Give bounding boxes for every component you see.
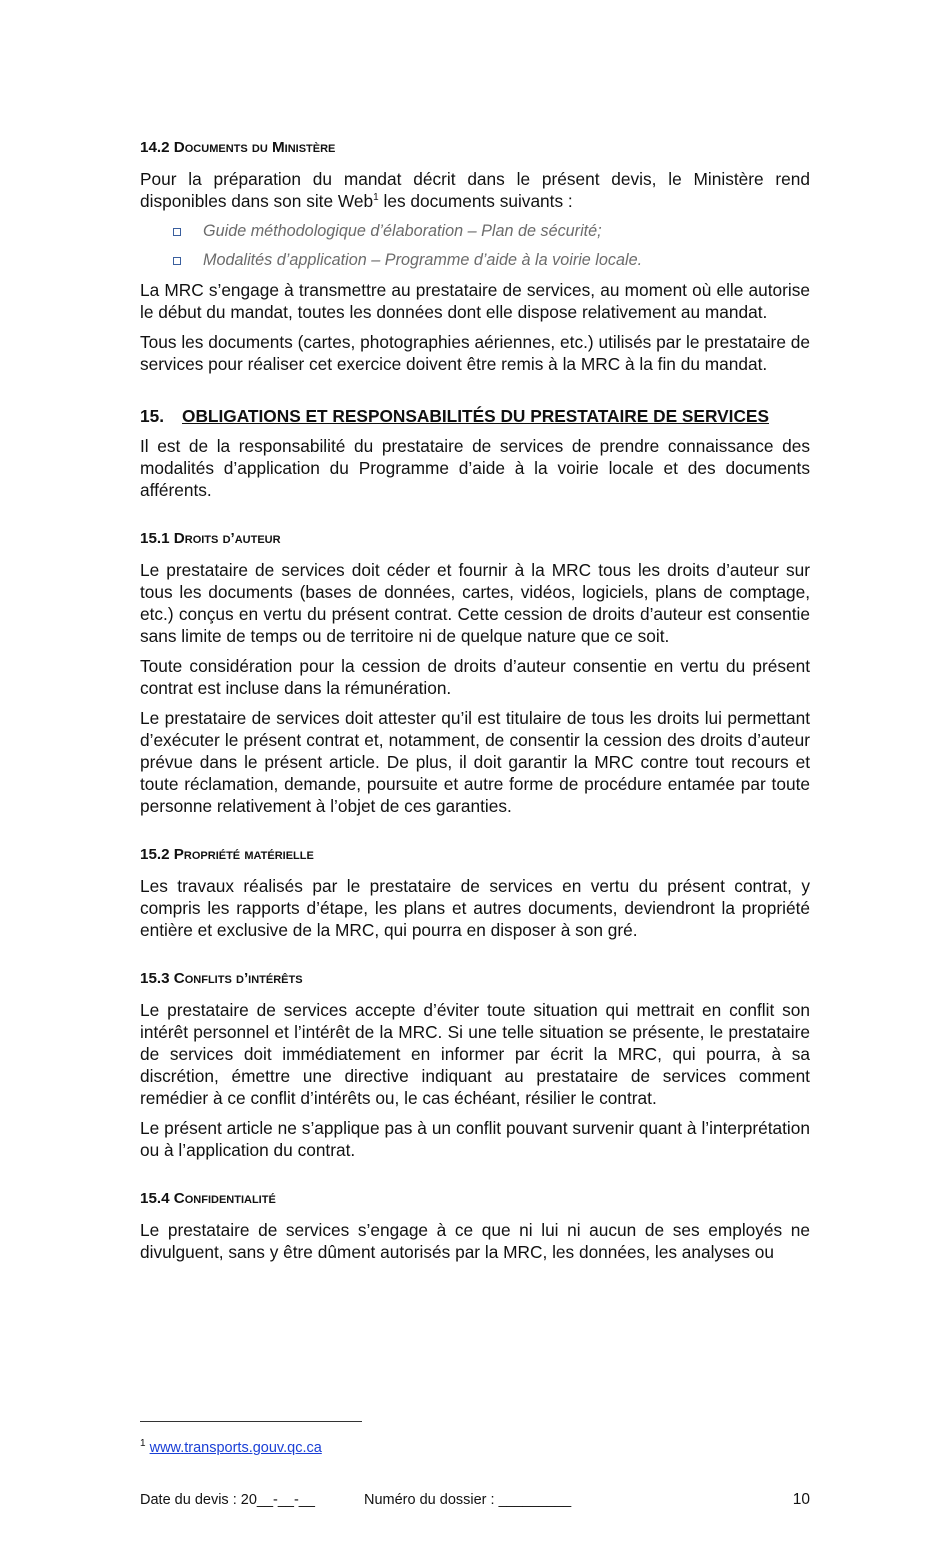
intro-text-b: les documents suivants : bbox=[378, 191, 573, 211]
footnote-link[interactable]: www.transports.gouv.qc.ca bbox=[149, 1440, 322, 1456]
section-15-3-paragraph: Le présent article ne s’applique pas à un conflit pouvant survenir quant à l’interprétation ou à l’application du contrat. bbox=[140, 1118, 810, 1160]
section-15-1-paragraph: Toute considération pour la cession de droits d’auteur consentie en vertu du présent contrat est incluse dans la rémunération. bbox=[140, 656, 810, 698]
section-14-2-paragraph: La MRC s’engage à transmettre au prestataire de services, au moment où elle autorise le début du mandat, toutes les données dont elle dispose relativement au mandat. bbox=[140, 280, 810, 322]
section-15-2-paragraph: Les travaux réalisés par le prestataire de services en vertu du présent contrat, y compris les rapports d’étape, les plans et autres documents, deviendront la propriété entière et exclusive de la MRC, qui pourra en disposer à son gré. bbox=[140, 876, 810, 940]
section-15-2-heading: 15.2 Propriété matérielle bbox=[140, 846, 314, 863]
section-15-4-paragraph: Le prestataire de services s’engage à ce que ni lui ni aucun de ses employés ne divulguent, sans y être dûment autorisés par la MRC, les données, les analyses ou bbox=[140, 1220, 810, 1262]
section-15-heading bbox=[140, 405, 810, 427]
list-item bbox=[173, 220, 810, 242]
page-footer bbox=[140, 1489, 810, 1511]
footer-date: Date du devis : 20__-__-__ bbox=[140, 1492, 315, 1508]
page-body bbox=[140, 137, 810, 1271]
section-15-1-paragraph: Le prestataire de services doit céder et fournir à la MRC tous les droits d’auteur sur tous les documents (bases de données, cartes, vidéos, logiciels, plans de comptage, etc.) conçus en vertu du présent contrat. Cette cession de droits d’auteur est consentie sans limite de temps ou de territoire ni de quelque nature que ce soit. bbox=[140, 560, 810, 646]
page-number: 10 bbox=[792, 1491, 810, 1508]
list-item bbox=[173, 249, 810, 271]
list-item-text: Modalités d’application – Programme d’aide à la voirie locale. bbox=[203, 251, 643, 269]
document-list bbox=[140, 220, 810, 271]
section-14-2-heading: 14.2 Documents du Ministère bbox=[140, 139, 336, 156]
section-15-4-heading: 15.4 Confidentialité bbox=[140, 1190, 276, 1207]
section-15-3-paragraph: Le prestataire de services accepte d’éviter toute situation qui mettrait en conflit son intérêt personnel et l’intérêt de la MRC. Si une telle situation se présente, le prestataire de services doit immédiatement en informer par écrit la MRC, qui pourra, à sa discrétion, émettre une directive indiquant au prestataire de services comment remédier à ce conflit d’intérêts ou, le cas échéant, résilier le contrat. bbox=[140, 1000, 810, 1108]
section-14-2-intro bbox=[140, 168, 810, 212]
section-15-3-heading: 15.3 Conflits d’intérêts bbox=[140, 970, 303, 987]
square-bullet-icon bbox=[173, 228, 181, 236]
square-bullet-icon bbox=[173, 257, 181, 265]
footnote-separator bbox=[140, 1421, 362, 1422]
footnote bbox=[140, 1438, 322, 1458]
footnote-number: 1 bbox=[140, 1438, 146, 1450]
footer-dossier-number: Numéro du dossier : _________ bbox=[364, 1492, 572, 1508]
section-15-1-heading: 15.1 Droits d’auteur bbox=[140, 530, 281, 547]
list-item-text: Guide méthodologique d’élaboration – Plan de sécurité; bbox=[203, 222, 602, 240]
section-15-1-paragraph: Le prestataire de services doit attester qu’il est titulaire de tous les droits lui permettant d’exécuter le présent contrat et, notamment, de consentir la cession des droits d’auteur prévue dans le présent article. De plus, il doit garantir la MRC contre tout recours et toute réclamation, demande, poursuite et autre forme de procédure entamée par toute personne relativement à l’objet de ces garanties. bbox=[140, 708, 810, 816]
section-15-number: 15. bbox=[140, 406, 165, 426]
section-15-paragraph: Il est de la responsabilité du prestataire de services de prendre connaissance des modalités d’application du Programme d’aide à la voirie locale et des documents afférents. bbox=[140, 436, 810, 500]
section-14-2-paragraph: Tous les documents (cartes, photographies aériennes, etc.) utilisés par le prestataire de services pour réaliser cet exercice doivent être remis à la MRC à la fin du mandat. bbox=[140, 332, 810, 374]
section-15-title: OBLIGATIONS ET RESPONSABILITÉS DU PRESTATAIRE DE SERVICES bbox=[182, 406, 769, 426]
intro-text-a: Pour la préparation du mandat décrit dans le présent devis, le Ministère rend disponibles dans son site Web bbox=[140, 169, 810, 211]
footnote-reference[interactable]: 1 bbox=[373, 192, 379, 204]
